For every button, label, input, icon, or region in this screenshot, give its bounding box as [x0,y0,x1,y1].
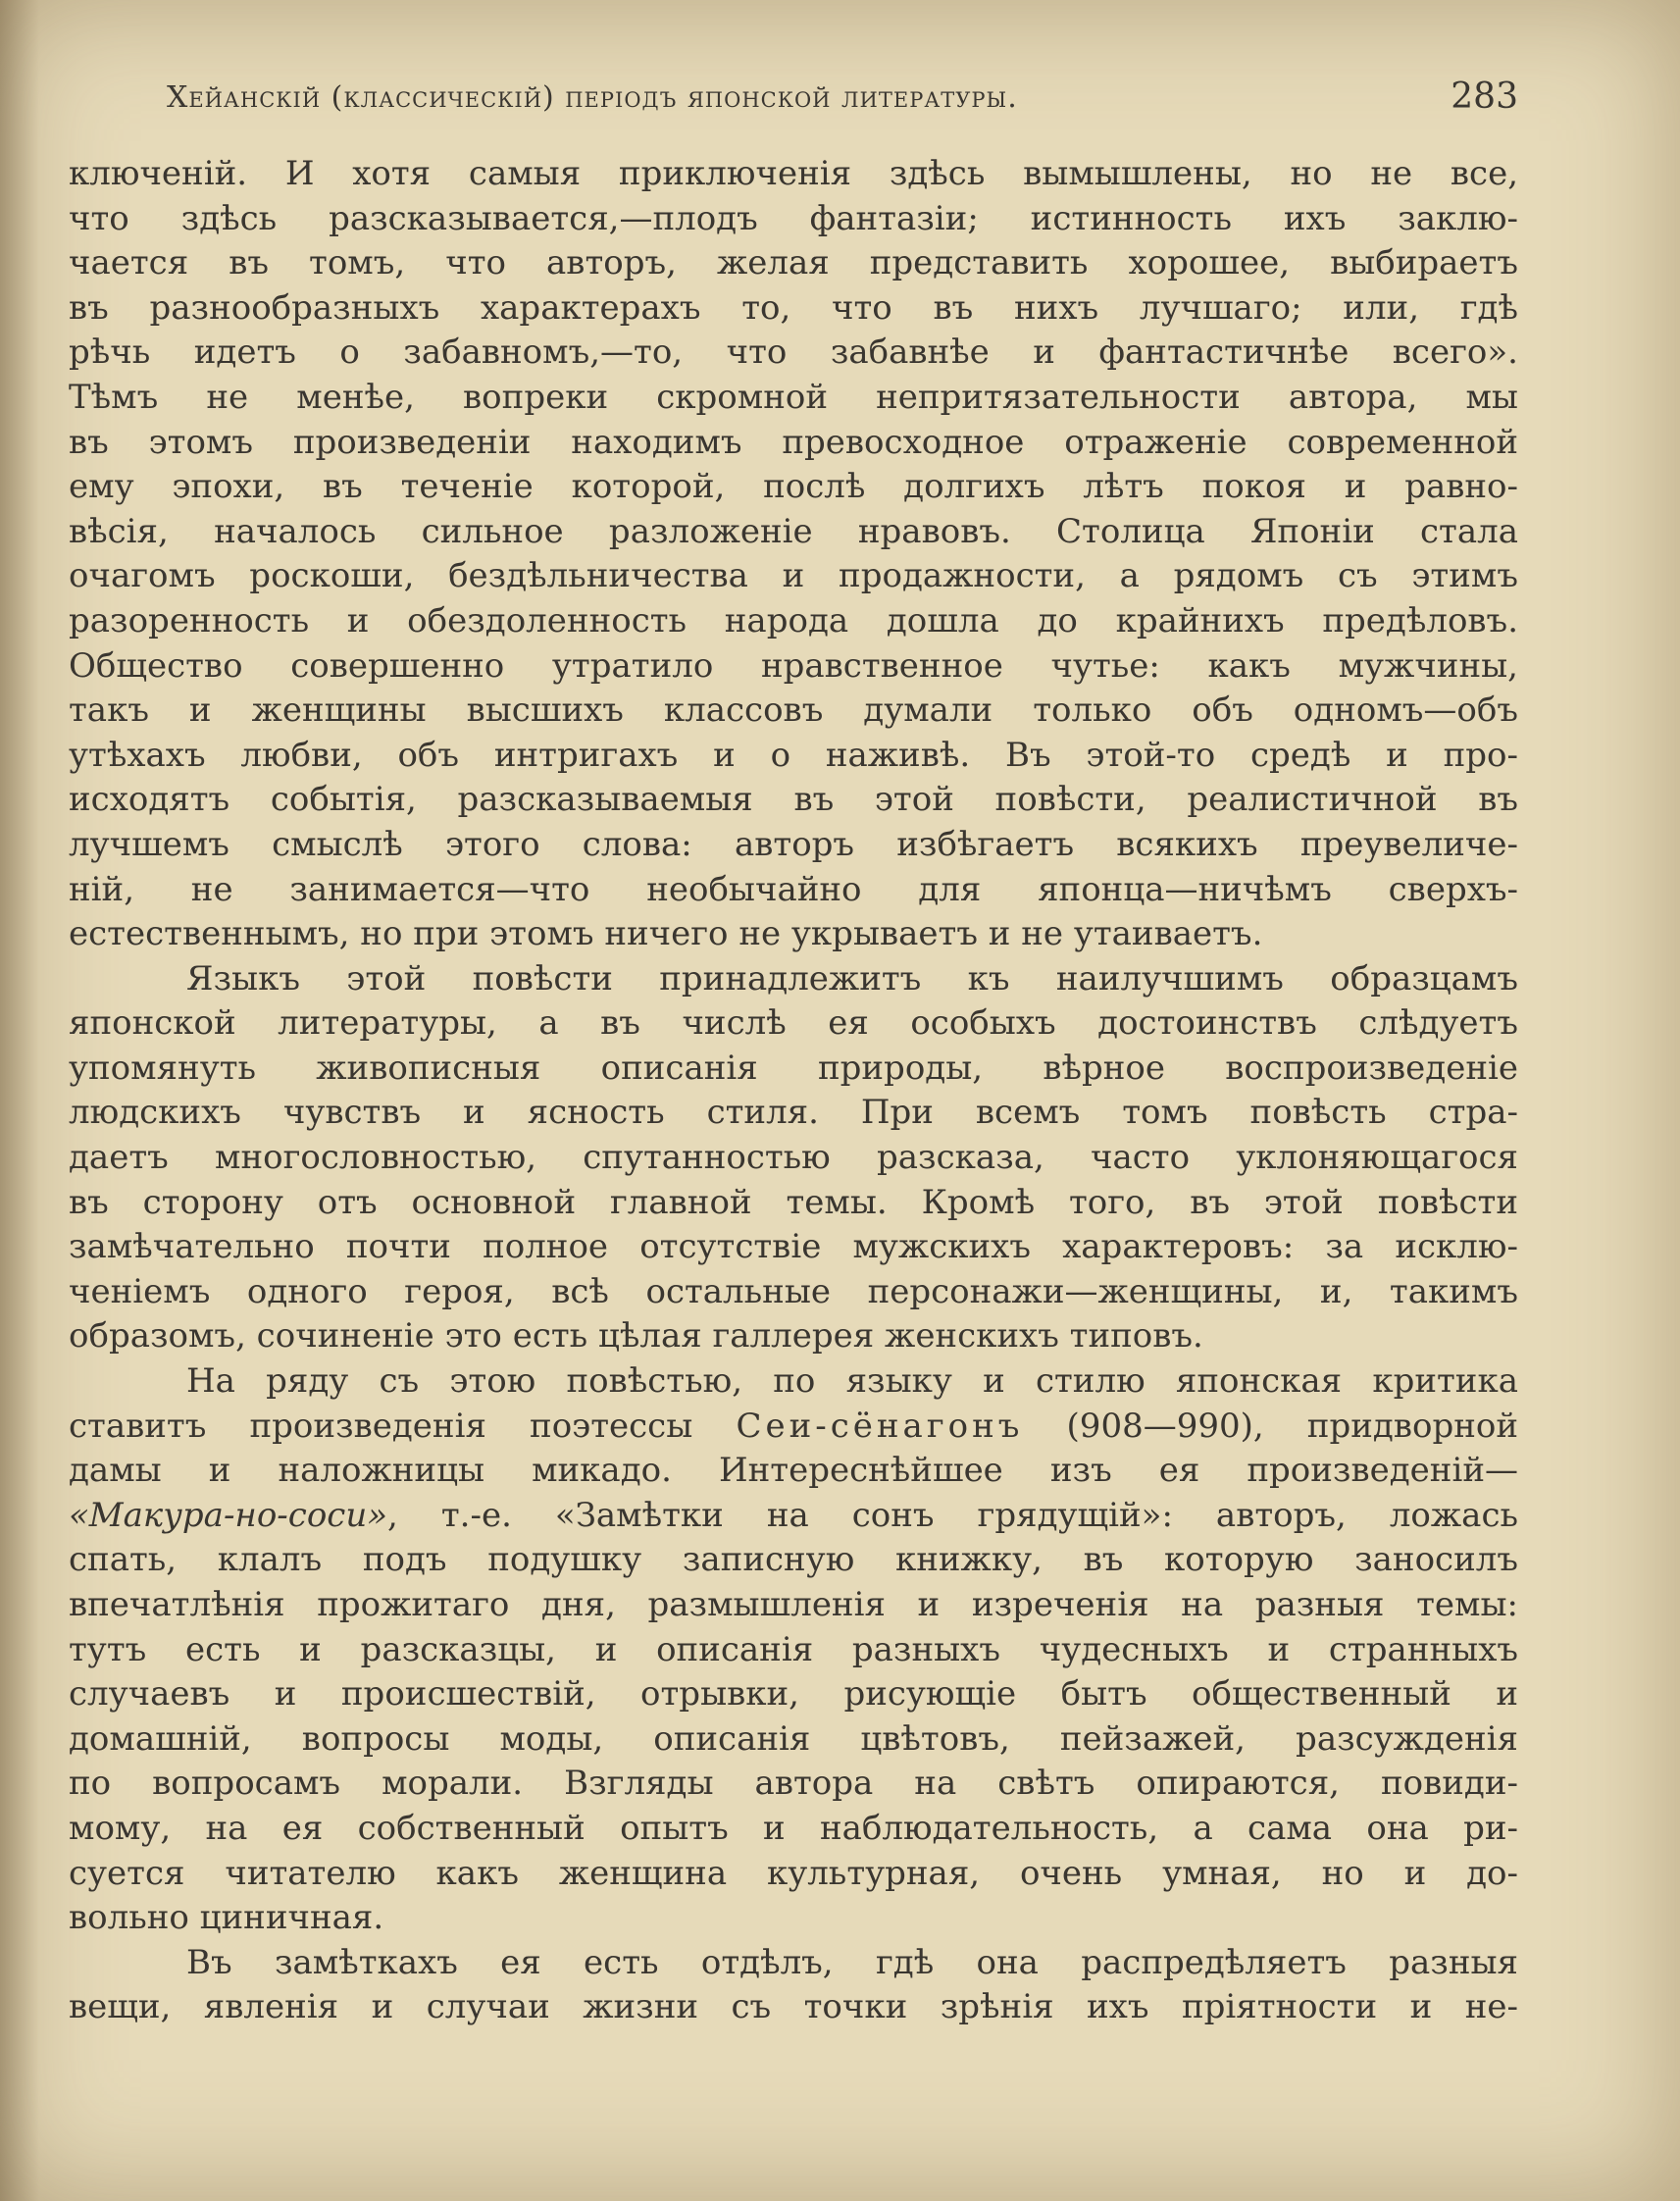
text-line: очагомъ роскоши, бездѣльничества и продажности, а рядомъ съ этимъ [69,556,1518,596]
text-line: японской литературы, а въ числѣ ея особыхъ достоинствъ слѣдуетъ [69,1003,1518,1044]
text-line: утѣхахъ любви, объ интригахъ и о наживѣ. Въ этой-то средѣ и про- [69,735,1518,775]
text-line: по вопросамъ морали. Взгляды автора на свѣтъ опираются, повиди- [69,1764,1518,1804]
text-line: даетъ многословностью, спутанностью разсказа, часто уклоняющагося [69,1138,1518,1178]
text-fragment: , т.-е. «Замѣтки на сонъ грядущій»: авторъ, ложась [387,1495,1518,1535]
text-line: такъ и женщины высшихъ классовъ думали только объ одномъ—объ [69,691,1518,731]
text-line: ключеній. И хотя самыя приключенія здѣсь вымышлены, но не все, [69,154,1518,193]
text-line: впечатлѣнія прожитаго дня, размышленія и изреченія на разныя темы: [69,1585,1518,1624]
text-line: ченіемъ одного героя, всѣ остальные персонажи—женщины, и, такимъ [69,1271,1518,1311]
text-line: образомъ, сочиненіе это есть цѣлая галлерея женскихъ типовъ. [69,1316,1203,1356]
text-body [69,152,1518,2030]
page-header [167,77,1518,120]
text-fragment: ставитъ произведенія поэтессы [69,1406,737,1446]
author-name: Сеи-сёнагонъ [736,1406,1024,1446]
work-title: «Макура-но-соси» [69,1495,388,1535]
text-line: упомянуть живописныя описанія природы, вѣрное воспроизведеніе [69,1048,1518,1088]
text-line: разоренность и обездоленность народа дошла до крайнихъ предѣловъ. [69,600,1518,640]
text-line: На ряду съ этою повѣстью, по языку и стилю японская критика [186,1361,1518,1402]
page-number: 283 [1451,77,1518,117]
text-line-with-title [69,1494,1518,1539]
text-line: ній, не занимается—что необычайно для японца—ничѣмъ сверхъ- [69,869,1518,909]
text-line: рѣчь идетъ о забавномъ,—то, что забавнѣе и фантастичнѣе всего». [69,333,1518,373]
text-line: что здѣсь разсказывается,—плодъ фантазіи; истинность ихъ заклю- [69,198,1518,238]
text-line: мому, на ея собственный опытъ и наблюдательность, а сама она ри- [69,1808,1518,1848]
text-line: спать, клалъ подъ подушку записную книжку, въ которую заносилъ [69,1540,1518,1580]
text-line: лучшемъ смыслѣ этого слова: авторъ избѣгаетъ всякихъ преувеличе- [69,824,1518,864]
text-line: въ этомъ произведеніи находимъ превосходное отраженіе современной [69,422,1518,462]
text-fragment: (908—990), придворной [1023,1406,1518,1446]
text-line: Тѣмъ не менѣе, вопреки скромной непритязательности автора, мы [69,377,1518,417]
text-line: исходятъ событія, разсказываемыя въ этой повѣсти, реалистичной въ [69,780,1518,820]
text-line: замѣчательно почти полное отсутствіе мужскихъ характеровъ: за исклю- [69,1227,1518,1267]
text-line: вещи, явленія и случаи жизни съ точки зрѣнія ихъ пріятности и не- [69,1987,1518,2027]
running-title: Хейанскій (классическій) періодъ японской литературы. [167,80,1018,115]
text-line: естественнымъ, но при этомъ ничего не укрываетъ и не утаиваетъ. [69,914,1263,954]
text-line: людскихъ чувствъ и ясность стиля. При всемъ томъ повѣсть стра- [69,1093,1518,1133]
text-line: въ разнообразныхъ характерахъ то, что въ нихъ лучшаго; или, гдѣ [69,287,1518,328]
text-line: вѣсія, началось сильное разложеніе нравовъ. Столица Японіи стала [69,511,1518,551]
text-line: въ сторону отъ основной главной темы. Кромѣ того, въ этой повѣсти [69,1182,1518,1222]
text-line: Въ замѣткахъ ея есть отдѣлъ, гдѣ она распредѣляетъ разныя [186,1942,1518,1982]
text-line: Языкъ этой повѣсти принадлежитъ къ наилучшимъ образцамъ [186,958,1518,998]
text-line: суется читателю какъ женщина культурная, очень умная, но и до- [69,1853,1518,1893]
text-line: вольно циничная. [69,1898,384,1938]
text-line: Общество совершенно утратило нравственное чутье: какъ мужчины, [69,645,1518,686]
text-line: чается въ томъ, что авторъ, желая представить хорошее, выбираетъ [69,243,1518,283]
text-line: случаевъ и происшествій, отрывки, рисующіе бытъ общественный и [69,1674,1518,1715]
text-line: тутъ есть и разсказцы, и описанія разныхъ чудесныхъ и странныхъ [69,1629,1518,1669]
text-line-with-name [69,1405,1518,1450]
text-line: дамы и наложницы микадо. Интереснѣйшее изъ ея произведеній— [69,1451,1518,1491]
text-line: домашній, вопросы моды, описанія цвѣтовъ, пейзажей, разсужденія [69,1718,1518,1759]
text-line: ему эпохи, въ теченіе которой, послѣ долгихъ лѣтъ покоя и равно- [69,467,1518,507]
